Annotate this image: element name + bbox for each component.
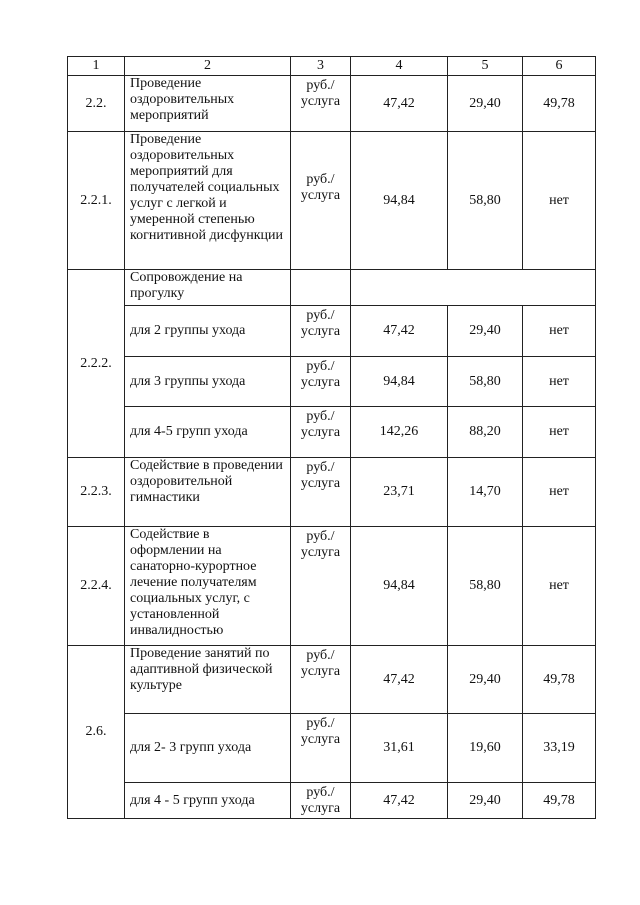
service-name: Сопровождение на прогулку [125, 270, 291, 306]
unit-cell-empty [291, 270, 351, 306]
service-name: Проведение занятий по адаптивной физической культуре [125, 646, 291, 714]
value-col4: 94,84 [351, 357, 448, 407]
header-cell: 5 [448, 57, 523, 76]
value-col4: 31,61 [351, 714, 448, 783]
row-code: 2.2.1. [68, 132, 125, 270]
value-col5: 29,40 [448, 306, 523, 357]
table-row [68, 527, 596, 646]
value-col4: 47,42 [351, 306, 448, 357]
value-col4: 47,42 [351, 783, 448, 819]
service-name: Проведение оздоровительных мероприятий [125, 76, 291, 132]
service-name: Содействие в проведении оздоровительной гимнастики [125, 458, 291, 527]
header-cell: 2 [125, 57, 291, 76]
service-subitem: для 2- 3 групп ухода [125, 714, 291, 783]
table-row [68, 270, 596, 306]
value-col6: 49,78 [523, 76, 596, 132]
value-col5: 29,40 [448, 783, 523, 819]
row-code: 2.2.4. [68, 527, 125, 646]
row-code: 2.6. [68, 646, 125, 819]
table-row [68, 132, 596, 270]
unit-cell: руб./ услуга [291, 306, 351, 357]
table-row [68, 357, 596, 407]
empty-values-cell [351, 270, 596, 306]
service-subitem: для 4-5 групп ухода [125, 407, 291, 458]
value-col4: 47,42 [351, 76, 448, 132]
unit-cell: руб./ услуга [291, 783, 351, 819]
unit-cell: руб./ услуга [291, 458, 351, 527]
value-col5: 88,20 [448, 407, 523, 458]
table-row [68, 714, 596, 783]
unit-cell: руб./ услуга [291, 407, 351, 458]
value-col5: 58,80 [448, 357, 523, 407]
value-col6: нет [523, 132, 596, 270]
value-col6: 33,19 [523, 714, 596, 783]
row-code: 2.2. [68, 76, 125, 132]
value-col6: нет [523, 527, 596, 646]
header-row [68, 57, 596, 76]
unit-cell: руб./ услуга [291, 132, 351, 270]
value-col4: 47,42 [351, 646, 448, 714]
value-col6: нет [523, 306, 596, 357]
unit-cell: руб./ услуга [291, 714, 351, 783]
service-subitem: для 2 группы ухода [125, 306, 291, 357]
value-col6: 49,78 [523, 646, 596, 714]
value-col6: нет [523, 458, 596, 527]
tariff-table [67, 56, 596, 819]
table-row [68, 458, 596, 527]
header-cell: 1 [68, 57, 125, 76]
value-col5: 14,70 [448, 458, 523, 527]
service-name: Проведение оздоровительных мероприятий для получателей социальных услуг с легкой и умеренной степенью когнитивной дисфункции [125, 132, 291, 270]
table-row [68, 783, 596, 819]
service-name: Содействие в оформлении на санаторно-курортное лечение получателям социальных услуг, с установленной инвалидностью [125, 527, 291, 646]
table-row [68, 306, 596, 357]
table-row [68, 76, 596, 132]
header-cell: 3 [291, 57, 351, 76]
header-cell: 6 [523, 57, 596, 76]
row-code: 2.2.2. [68, 270, 125, 458]
value-col6: 49,78 [523, 783, 596, 819]
value-col6: нет [523, 407, 596, 458]
value-col4: 94,84 [351, 132, 448, 270]
unit-cell: руб./ услуга [291, 357, 351, 407]
value-col4: 23,71 [351, 458, 448, 527]
table-row [68, 407, 596, 458]
value-col5: 58,80 [448, 132, 523, 270]
value-col4: 142,26 [351, 407, 448, 458]
service-subitem: для 4 - 5 групп ухода [125, 783, 291, 819]
header-cell: 4 [351, 57, 448, 76]
value-col5: 29,40 [448, 646, 523, 714]
value-col5: 19,60 [448, 714, 523, 783]
value-col5: 58,80 [448, 527, 523, 646]
unit-cell: руб./ услуга [291, 76, 351, 132]
service-subitem: для 3 группы ухода [125, 357, 291, 407]
row-code: 2.2.3. [68, 458, 125, 527]
value-col5: 29,40 [448, 76, 523, 132]
value-col6: нет [523, 357, 596, 407]
unit-cell: руб./ услуга [291, 527, 351, 646]
table-row [68, 646, 596, 714]
unit-cell: руб./ услуга [291, 646, 351, 714]
value-col4: 94,84 [351, 527, 448, 646]
